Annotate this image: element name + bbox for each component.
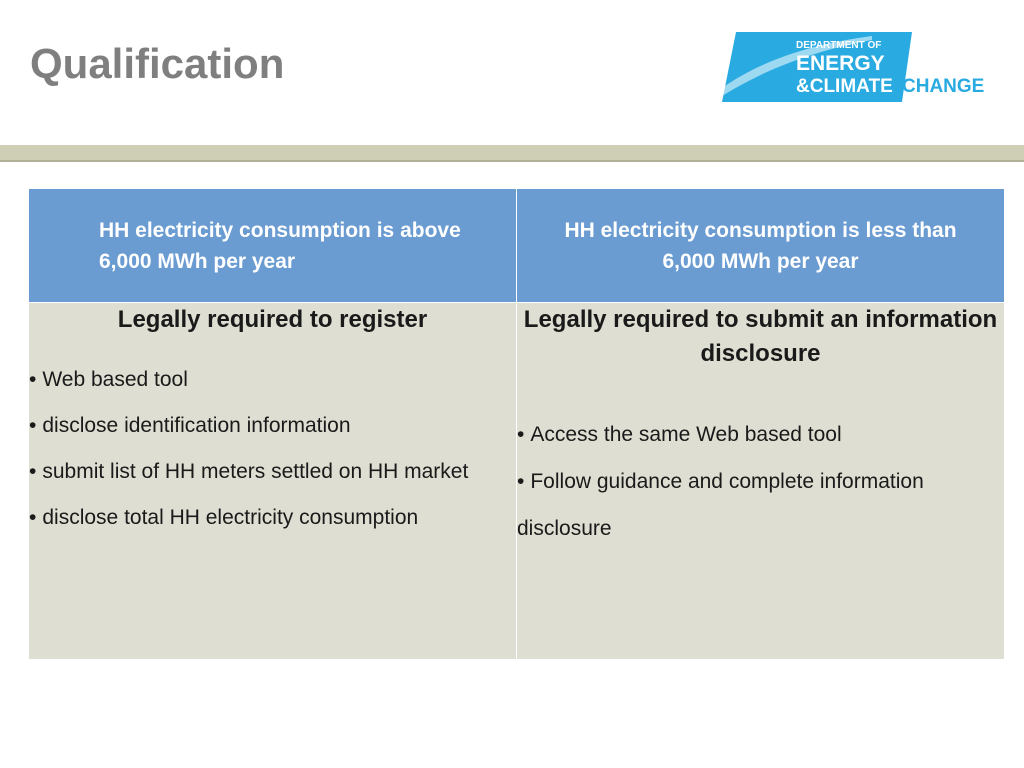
qualification-table bbox=[28, 188, 1005, 660]
logo-line-3a: &CLIMATE bbox=[796, 76, 893, 97]
left-list bbox=[29, 357, 516, 541]
bullet-icon: • bbox=[29, 368, 37, 391]
list-item bbox=[517, 411, 1004, 458]
right-list bbox=[517, 411, 1004, 552]
bullet-icon: • bbox=[29, 460, 37, 483]
page-title: Qualification bbox=[30, 40, 285, 87]
right-heading: Legally required to submit an information disclosure bbox=[523, 306, 998, 367]
bullet-icon: • bbox=[517, 423, 525, 446]
list-item-text: Follow guidance and complete information disclosure bbox=[517, 470, 924, 540]
decc-logo bbox=[722, 30, 992, 104]
header-divider bbox=[0, 145, 1024, 160]
list-item bbox=[29, 449, 516, 495]
decc-logo-graphic bbox=[722, 30, 992, 104]
list-item-text: disclose total HH electricity consumption bbox=[42, 506, 419, 529]
list-item bbox=[29, 357, 516, 403]
header-cell-below-threshold bbox=[517, 189, 1005, 303]
table-header-row bbox=[29, 189, 1005, 303]
left-heading: Legally required to register bbox=[117, 306, 428, 333]
list-item-text: submit list of HH meters settled on HH market bbox=[42, 460, 469, 483]
header-text-below-threshold: HH electricity consumption is less than 6,000 MWh per year bbox=[564, 218, 957, 273]
cell-below-threshold bbox=[517, 303, 1005, 660]
header-cell-above-threshold bbox=[29, 189, 517, 303]
list-item bbox=[517, 458, 1004, 552]
list-item-text: Access the same Web based tool bbox=[530, 423, 842, 446]
table-row bbox=[29, 303, 1005, 660]
list-item bbox=[29, 403, 516, 449]
bullet-icon: • bbox=[29, 414, 37, 437]
bullet-icon: • bbox=[29, 506, 37, 529]
bullet-icon: • bbox=[517, 470, 525, 493]
logo-line-1: DEPARTMENT OF bbox=[796, 40, 882, 51]
cell-above-threshold bbox=[29, 303, 517, 660]
header-divider-line bbox=[0, 160, 1024, 162]
list-item bbox=[29, 495, 516, 541]
list-item-text: Web based tool bbox=[42, 368, 188, 391]
logo-line-3b: CHANGE bbox=[902, 76, 985, 97]
header-text-above-threshold: HH electricity consumption is above 6,000 MWh per year bbox=[99, 218, 461, 273]
logo-line-2: ENERGY bbox=[796, 52, 885, 75]
list-item-text: disclose identification information bbox=[42, 414, 351, 437]
